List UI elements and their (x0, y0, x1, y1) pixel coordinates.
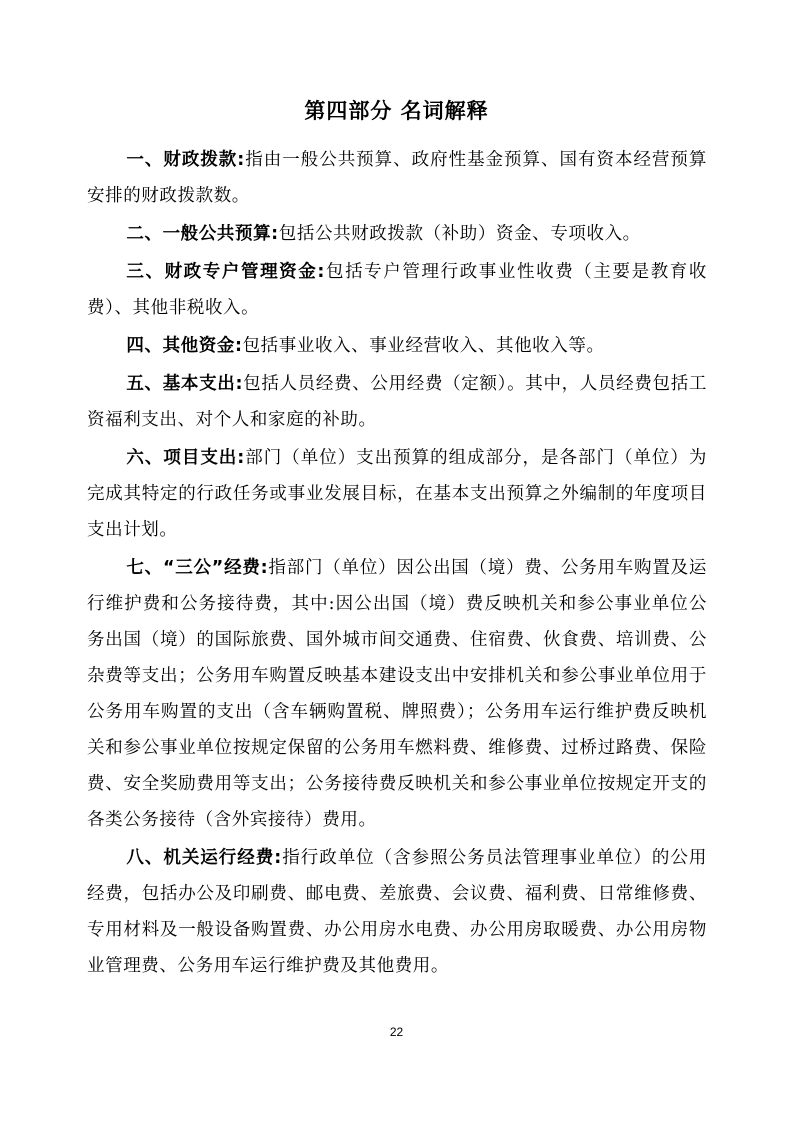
glossary-definition: 指部门（单位）因公出国（境）费、公务用车购置及运行维护费和公务接待费，其中:因公出国（境）费反映机关和参公事业单位公务出国（境）的国际旅费、国外城市间交通费、住宿费、伙食费、培训费、公杂费等支出；公务用车购置反映基本建设支出中安排机关和参公事业单位用于公务用车购置的支出（含车辆购置税、牌照费）；公务用车运行维护费反映机关和参公事业单位按规定保留的公务用车燃料费、维修费、过桥过路费、保险费、安全奖励费用等支出；公务接待费反映机关和参公事业单位按规定开支的各类公务接待（含外宾接待）费用。 (87, 558, 707, 830)
glossary-term: 五、基本支出: (126, 374, 244, 394)
glossary-definition: 包括事业收入、事业经营收入、其他收入等。 (242, 336, 605, 356)
glossary-term: 七、“三公”经费: (126, 558, 269, 578)
glossary-item-three-public-expenses (87, 550, 707, 838)
glossary-definition: 包括公共财政拨款（补助）资金、专项收入。 (278, 224, 641, 244)
page-title: 第四部分 名词解释 (304, 99, 489, 123)
glossary-definition: 部门（单位）支出预算的组成部分，是各部门（单位）为完成其特定的行政任务或事业发展目标，在基本支出预算之外编制的年度项目支出计划。 (87, 448, 708, 540)
glossary-definition: 包括人员经费、公用经费（定额）。其中，人员经费包括工资福利支出、对个人和家庭的补助。 (87, 374, 707, 430)
glossary-term: 三、财政专户管理资金: (126, 262, 325, 282)
glossary-term: 四、其他资金: (126, 336, 243, 356)
glossary-item-project-expenditure (87, 440, 707, 548)
glossary-term: 一、财政拨款: (126, 150, 245, 170)
glossary-definition: 指行政单位（含参照公务员法管理事业单位）的公用经费，包括办公及印刷费、邮电费、差旅费、会议费、福利费、日常维修费、专用材料及一般设备购置费、办公用房水电费、办公用房取暖费、办公用房物业管理费、公务用车运行维护费及其他费用。 (87, 848, 707, 976)
glossary-item-basic-expenditure (87, 366, 707, 438)
glossary-item-operating-expenses (87, 840, 707, 984)
glossary-term: 二、一般公共预算: (126, 224, 279, 244)
glossary-definition: 指由一般公共预算、政府性基金预算、国有资本经营预算安排的财政拨款数。 (87, 150, 708, 206)
glossary-term: 六、项目支出: (126, 448, 245, 468)
glossary-term: 八、机关运行经费: (126, 848, 282, 868)
glossary-definition: 包括专户管理行政事业性收费（主要是教育收费）、其他非税收入。 (87, 262, 707, 318)
glossary-body (87, 142, 707, 986)
page-number: 22 (389, 1025, 404, 1039)
glossary-item-general-public-budget (87, 216, 707, 252)
glossary-item-fiscal-appropriation (87, 142, 707, 214)
glossary-item-special-account-funds (87, 254, 707, 326)
glossary-item-other-funds (87, 328, 707, 364)
